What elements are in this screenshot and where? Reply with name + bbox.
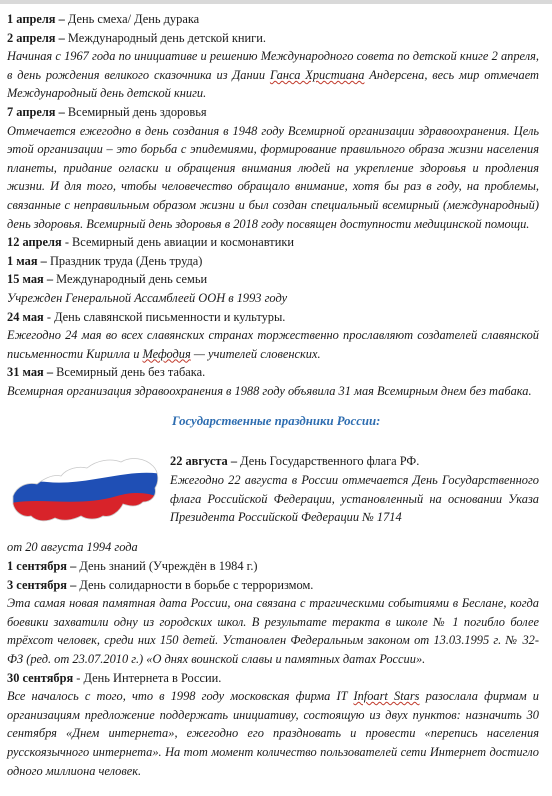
entry-date: 31 мая [7, 365, 44, 380]
entry-description-continuation: от 20 августа 1994 года [7, 540, 138, 555]
entry-date: 22 августа [170, 454, 228, 469]
entry-description: Всемирная организация здравоохранения в 1988 году объявила 31 мая Всемирным днем без табака. [7, 383, 532, 398]
entry-title: Международный день семьи [56, 272, 208, 287]
entry-date: 30 сентября [7, 670, 74, 685]
document-content [7, 10, 539, 780]
entry-heading: 1 апреля – День смеха/ День дурака [7, 12, 200, 26]
spellcheck-underlined-word: Ганса Христиана [269, 67, 365, 82]
entry-title: День знаний (Учреждён в 1984 г.) [79, 559, 258, 574]
entry-date: 7 апреля [7, 104, 56, 119]
entry-heading: 22 августа – День Государственного флага РФ. [170, 454, 420, 469]
entry-title: Праздник труда (День труда) [49, 253, 203, 268]
entry-description: Все началось с того, что в 1998 году московская фирма IT Infoart Stars разослала фирмам и организациям предложение поддержать инициативу, состоящую из двух пунктов: назначить 30 сентября «Днем интернета», ежегодно его праздновать и провести «перепись населения русскоязычного интернета». На тот момент количество пользователей сети Интернет достигло одного миллиона человек. [7, 689, 540, 778]
entry-date: 24 мая [7, 309, 44, 324]
entry-heading: 12 апреля - Всемирный день авиации и космонавтики [7, 235, 294, 250]
entry-title: День Интернета в России. [83, 670, 222, 685]
entry-description: Эта самая новая памятная дата России, она связана с трагическими событиями в Беслане, когда боевики захватили одну из городских школ. В результате теракта в школе № 1 погибло более трёхсот человек, среди них 150 детей. Установлен Федеральным законом от 13.03.1995 г. № 32-ФЗ (ред. от 23.07.2010 г.) «О днях воинской славы и памятных датах России». [7, 596, 539, 667]
page-top-border [0, 0, 552, 4]
entry-date: 1 сентября [7, 559, 67, 574]
section-heading: Государственные праздники России: [172, 414, 381, 429]
entry-description: Отмечается ежегодно в день создания в 1948 году Всемирной организации здравоохранения. Цель этой организации – это борьба с эпидемиями, формирование правильного образа жизни населения планеты, придание огласки и обращения внимания людей на укрепление здоровья и продления жизни. И для того, чтобы человечество обращало внимание, хотя бы раз в году, на проблемы, связанные с неправильным образом жизни и был создан специальный всемирный (международный) день здоровья. Всемирный день здоровья в 2018 году посвящен доступности медицинской помощи. [7, 123, 539, 231]
entry-title: День славянской письменности и культуры. [54, 309, 286, 324]
entry-heading: 1 сентября – День знаний (Учреждён в 1984 г.) [7, 559, 258, 574]
entry-date: 2 апреля [7, 30, 56, 45]
flag-entry [170, 452, 539, 526]
entry-date: 15 мая [7, 272, 44, 287]
entry-date: 1 апреля [7, 12, 56, 26]
spellcheck-underlined-word: Infoart Stars [353, 689, 420, 704]
entry-heading: 1 мая – Праздник труда (День труда) [7, 253, 203, 268]
entry-title: Всемирный день авиации и космонавтики [72, 235, 294, 250]
entry-title: Международный день детской книги. [67, 30, 266, 45]
entry-heading: 3 сентября – День солидарности в борьбе с терроризмом. [7, 577, 314, 592]
entry-heading: 7 апреля – Всемирный день здоровья [7, 104, 207, 119]
entry-title: Всемирный день без табака. [56, 365, 206, 380]
flag-section [7, 438, 539, 538]
entry-description: Учрежден Генеральной Ассамблеей ООН в 1993 году [7, 290, 288, 305]
entry-heading: 31 мая – Всемирный день без табака. [7, 365, 206, 380]
entry-title: Всемирный день здоровья [67, 104, 207, 119]
entry-title: День Государственного флага РФ. [240, 454, 420, 469]
entry-heading: 2 апреля – Международный день детской книги. [7, 30, 266, 45]
entry-heading: 15 мая – Международный день семьи [7, 272, 208, 287]
entry-description: Ежегодно 24 мая во всех славянских странах торжественно прославляют создателей славянской письменности Кирилла и Мефодия — учителей словенских. [7, 328, 539, 361]
entry-description: Начиная с 1967 года по инициативе и решению Международного совета по детской книге 2 апреля, в день рождения великого сказочника из Дании Ганса Христиана Андерсена, весь мир отмечает Международный день детской книги. [7, 49, 539, 101]
entry-date: 3 сентября [7, 577, 67, 592]
entry-title: День солидарности в борьбе с терроризмом. [79, 577, 314, 592]
spellcheck-underlined-word: Мефодия [142, 346, 191, 361]
entry-date: 1 мая [7, 253, 38, 268]
entry-description: Ежегодно 22 августа в России отмечается День Государственного флага Российской Федерации, установленный на основании Указа Президента Российской Федерации № 1714 [170, 473, 539, 525]
entry-heading: 24 мая - День славянской письменности и культуры. [7, 309, 286, 324]
russia-map-flag-icon [7, 438, 162, 533]
entry-date: 12 апреля [7, 235, 62, 250]
entry-heading: 30 сентября - День Интернета в России. [7, 670, 222, 685]
entry-title: День смеха/ День дурака [67, 12, 200, 26]
